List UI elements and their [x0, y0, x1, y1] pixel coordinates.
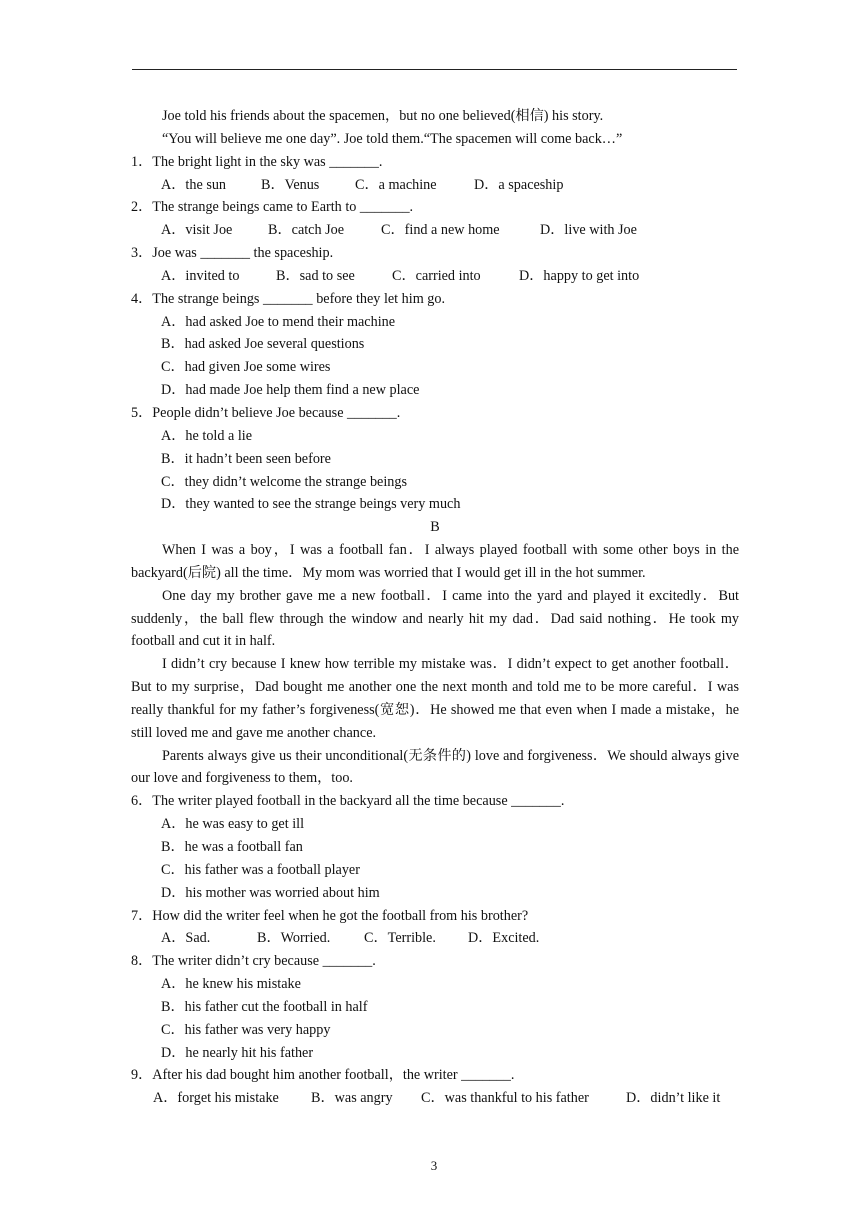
option: C．they didn’t welcome the strange beings	[161, 473, 407, 490]
question-stem: 7．How did the writer feel when he got the football from his brother?	[131, 907, 529, 924]
option: B．Worried.	[257, 930, 331, 947]
question-stem: 4．The strange beings _______ before they let him go.	[131, 290, 446, 307]
question-stem: 9．After his dad bought him another football，the writer _______.	[131, 1067, 515, 1084]
question-stem: 6．The writer played football in the backyard all the time because _______.	[131, 793, 565, 810]
passage-line: “You will believe me one day”. Joe told them.“The spacemen will come back…”	[162, 130, 623, 147]
option: B．his father cut the football in half	[161, 998, 368, 1015]
page-number: 3	[430, 1158, 438, 1173]
option: D．a spaceship	[474, 176, 564, 193]
options-row	[131, 174, 739, 197]
option: B．sad to see	[276, 267, 355, 284]
options-row	[131, 219, 739, 242]
option: C．his father was very happy	[161, 1021, 331, 1038]
question-stem: 3．Joe was _______ the spaceship.	[131, 245, 334, 262]
section-heading: B	[430, 519, 440, 536]
option: D．Excited.	[468, 930, 540, 947]
option: D．live with Joe	[540, 222, 637, 239]
options-row	[131, 265, 739, 288]
option: D．his mother was worried about him	[161, 884, 380, 901]
option: A．had asked Joe to mend their machine	[161, 313, 396, 330]
paragraph: Parents always give us their unconditional(无条件的) love and forgiveness．We should always give our love and forgiveness to them，too.	[131, 747, 739, 787]
option: A．visit Joe	[161, 222, 233, 239]
paragraph: I didn’t cry because I knew how terrible my mistake was．I didn’t expect to get another football．But to my surprise，Dad bought me another one the next month and told me to be more careful．I was really thankful for my father’s forgiveness(宽恕)．He showed me that even when I made a mistake，he still loved me and gave me another chance.	[131, 656, 739, 741]
option: D．didn’t like it	[626, 1090, 721, 1107]
option: A．invited to	[161, 267, 240, 284]
options-row	[131, 927, 739, 950]
passage-b	[131, 539, 739, 790]
option: D．happy to get into	[519, 267, 640, 284]
option: D．he nearly hit his father	[161, 1044, 314, 1061]
question-stem: 5．People didn’t believe Joe because _______.	[131, 404, 401, 421]
option: B．it hadn’t been seen before	[161, 450, 331, 467]
option: C．Terrible.	[364, 930, 436, 947]
option: C．his father was a football player	[161, 861, 360, 878]
option: B．had asked Joe several questions	[161, 336, 365, 353]
question-stem: 8．The writer didn’t cry because _______.	[131, 953, 376, 970]
option: C．a machine	[355, 176, 437, 193]
option: D．they wanted to see the strange beings very much	[161, 496, 461, 513]
option: B．Venus	[261, 176, 320, 193]
option: A．the sun	[161, 176, 227, 193]
question-stem: 1．The bright light in the sky was _______.	[131, 153, 383, 170]
option: A．he knew his mistake	[161, 976, 301, 993]
option: C．find a new home	[381, 222, 500, 239]
option: C．was thankful to his father	[421, 1090, 589, 1107]
option: C．had given Joe some wires	[161, 359, 331, 376]
option: A．forget his mistake	[153, 1090, 279, 1107]
option: A．he told a lie	[161, 427, 253, 444]
question-stem: 2．The strange beings came to Earth to _______.	[131, 199, 414, 216]
paragraph: One day my brother gave me a new football．I came into the yard and played it excitedly．But suddenly，the ball flew through the window and nearly hit my dad．Dad said nothing．He took my football and cut it in half.	[131, 587, 739, 650]
passage-line: Joe told his friends about the spacemen，but no one believed(相信) his story.	[162, 108, 604, 124]
paragraph: When I was a boy，I was a football fan．I always played football with some other boys in the backyard(后院) all the time．My mom was worried that I would get ill in the hot summer.	[131, 542, 739, 581]
option: C．carried into	[392, 267, 481, 284]
page-content	[131, 105, 739, 1110]
option: B．catch Joe	[268, 222, 345, 239]
option: A．he was easy to get ill	[161, 816, 305, 833]
option: D．had made Joe help them find a new place	[161, 382, 420, 399]
option: B．was angry	[311, 1090, 393, 1107]
option: B．he was a football fan	[161, 839, 303, 855]
header-rule	[132, 69, 737, 70]
option: A．Sad.	[161, 930, 211, 947]
options-row	[131, 1087, 739, 1110]
